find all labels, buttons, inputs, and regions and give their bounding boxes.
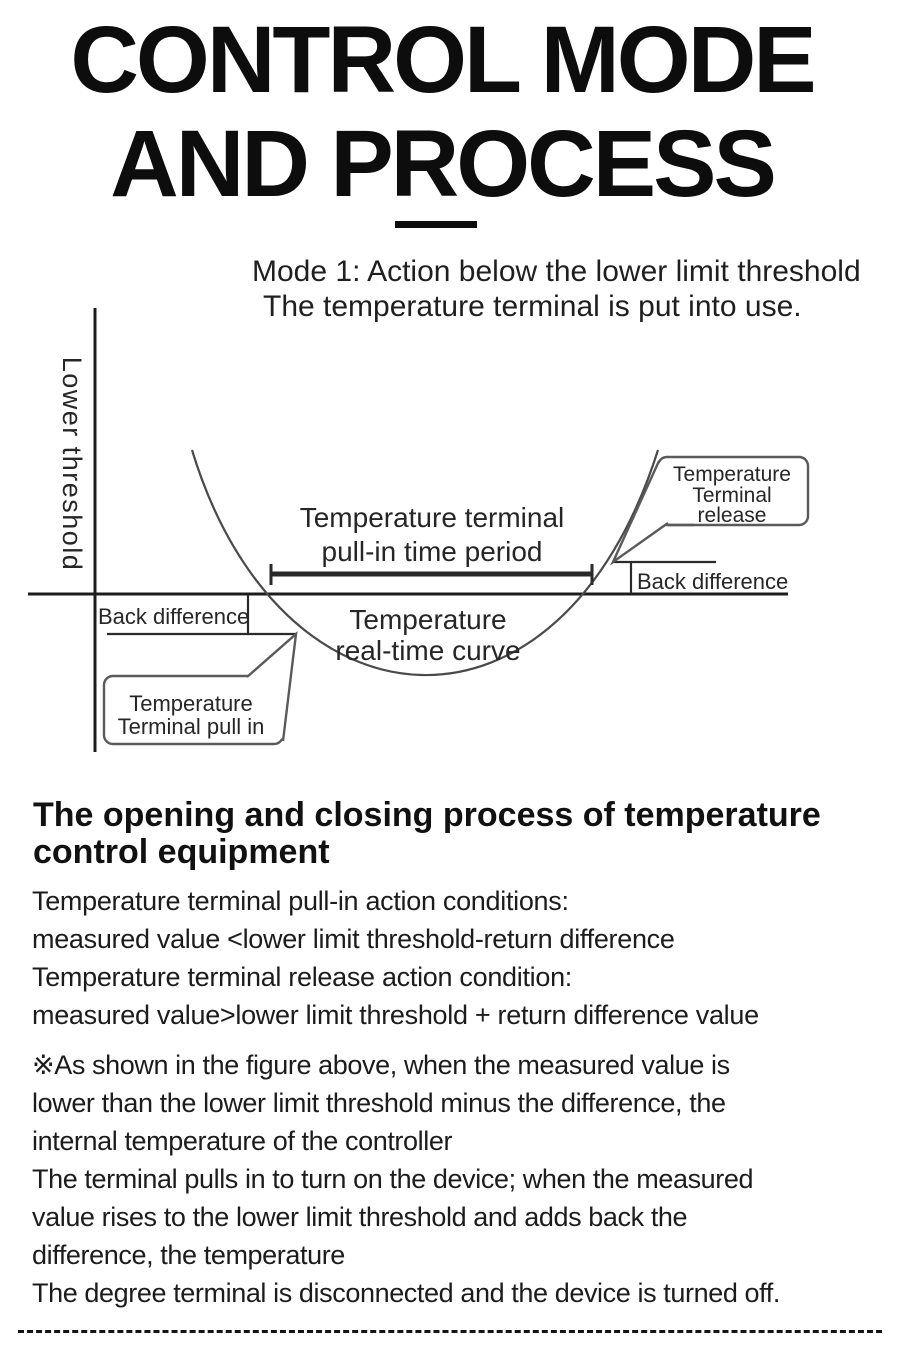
release-callout-tail xyxy=(613,461,668,562)
curve-label-line2: real-time curve xyxy=(335,635,521,666)
page-title xyxy=(0,8,884,216)
pull-in-callout-line2: Terminal pull in xyxy=(117,714,265,739)
mode-note-line2: The temperature terminal is put into use. xyxy=(263,290,802,323)
condition-line: measured value>lower limit threshold + return difference value xyxy=(32,1000,759,1030)
pull-in-period-bracket xyxy=(271,564,592,585)
notes-paragraph xyxy=(32,1046,780,1312)
pull-in-period-label-line1: Temperature terminal xyxy=(299,502,565,533)
y-axis-label: Lower threshold xyxy=(57,356,87,572)
pull-in-callout-line1: Temperature xyxy=(129,691,253,716)
note-line: difference, the temperature xyxy=(32,1240,345,1270)
mode-note-line1: Mode 1: Action below the lower limit threshold xyxy=(252,255,861,288)
note-line: ※As shown in the figure above, when the measured value is xyxy=(32,1050,730,1080)
release-callout-line1: Temperature xyxy=(673,463,791,486)
conditions-paragraph xyxy=(32,882,759,1034)
note-line: The terminal pulls in to turn on the device; when the measured xyxy=(32,1164,754,1194)
pull-in-period-label-line2: pull-in time period xyxy=(321,536,543,567)
control-process-diagram xyxy=(0,290,900,765)
title-underline xyxy=(395,221,477,228)
release-callout-line3: release xyxy=(697,504,767,527)
page-title-line1: CONTROL MODE xyxy=(70,7,814,113)
curve-label-line1: Temperature xyxy=(349,604,507,635)
condition-line: measured value <lower limit threshold-return difference xyxy=(32,924,675,954)
release-callout-line2: Terminal xyxy=(692,484,772,507)
note-line: value rises to the lower limit threshold and adds back the xyxy=(32,1202,688,1232)
condition-line: Temperature terminal release action condition: xyxy=(32,962,572,992)
note-line: internal temperature of the controller xyxy=(32,1126,453,1156)
note-line: lower than the lower limit threshold minus the difference, the xyxy=(32,1088,726,1118)
section-heading-line1: The opening and closing process of temperature xyxy=(33,796,821,834)
section-heading-line2: control equipment xyxy=(33,833,330,871)
condition-line: Temperature terminal pull-in action conditions: xyxy=(32,886,569,916)
back-difference-right-label: Back difference xyxy=(637,569,789,594)
bottom-divider xyxy=(18,1330,882,1333)
back-difference-left-label: Back difference xyxy=(98,604,250,629)
note-line: The degree terminal is disconnected and the device is turned off. xyxy=(32,1278,780,1308)
section-heading xyxy=(33,797,821,871)
page-title-line2: AND PROCESS xyxy=(110,111,774,217)
